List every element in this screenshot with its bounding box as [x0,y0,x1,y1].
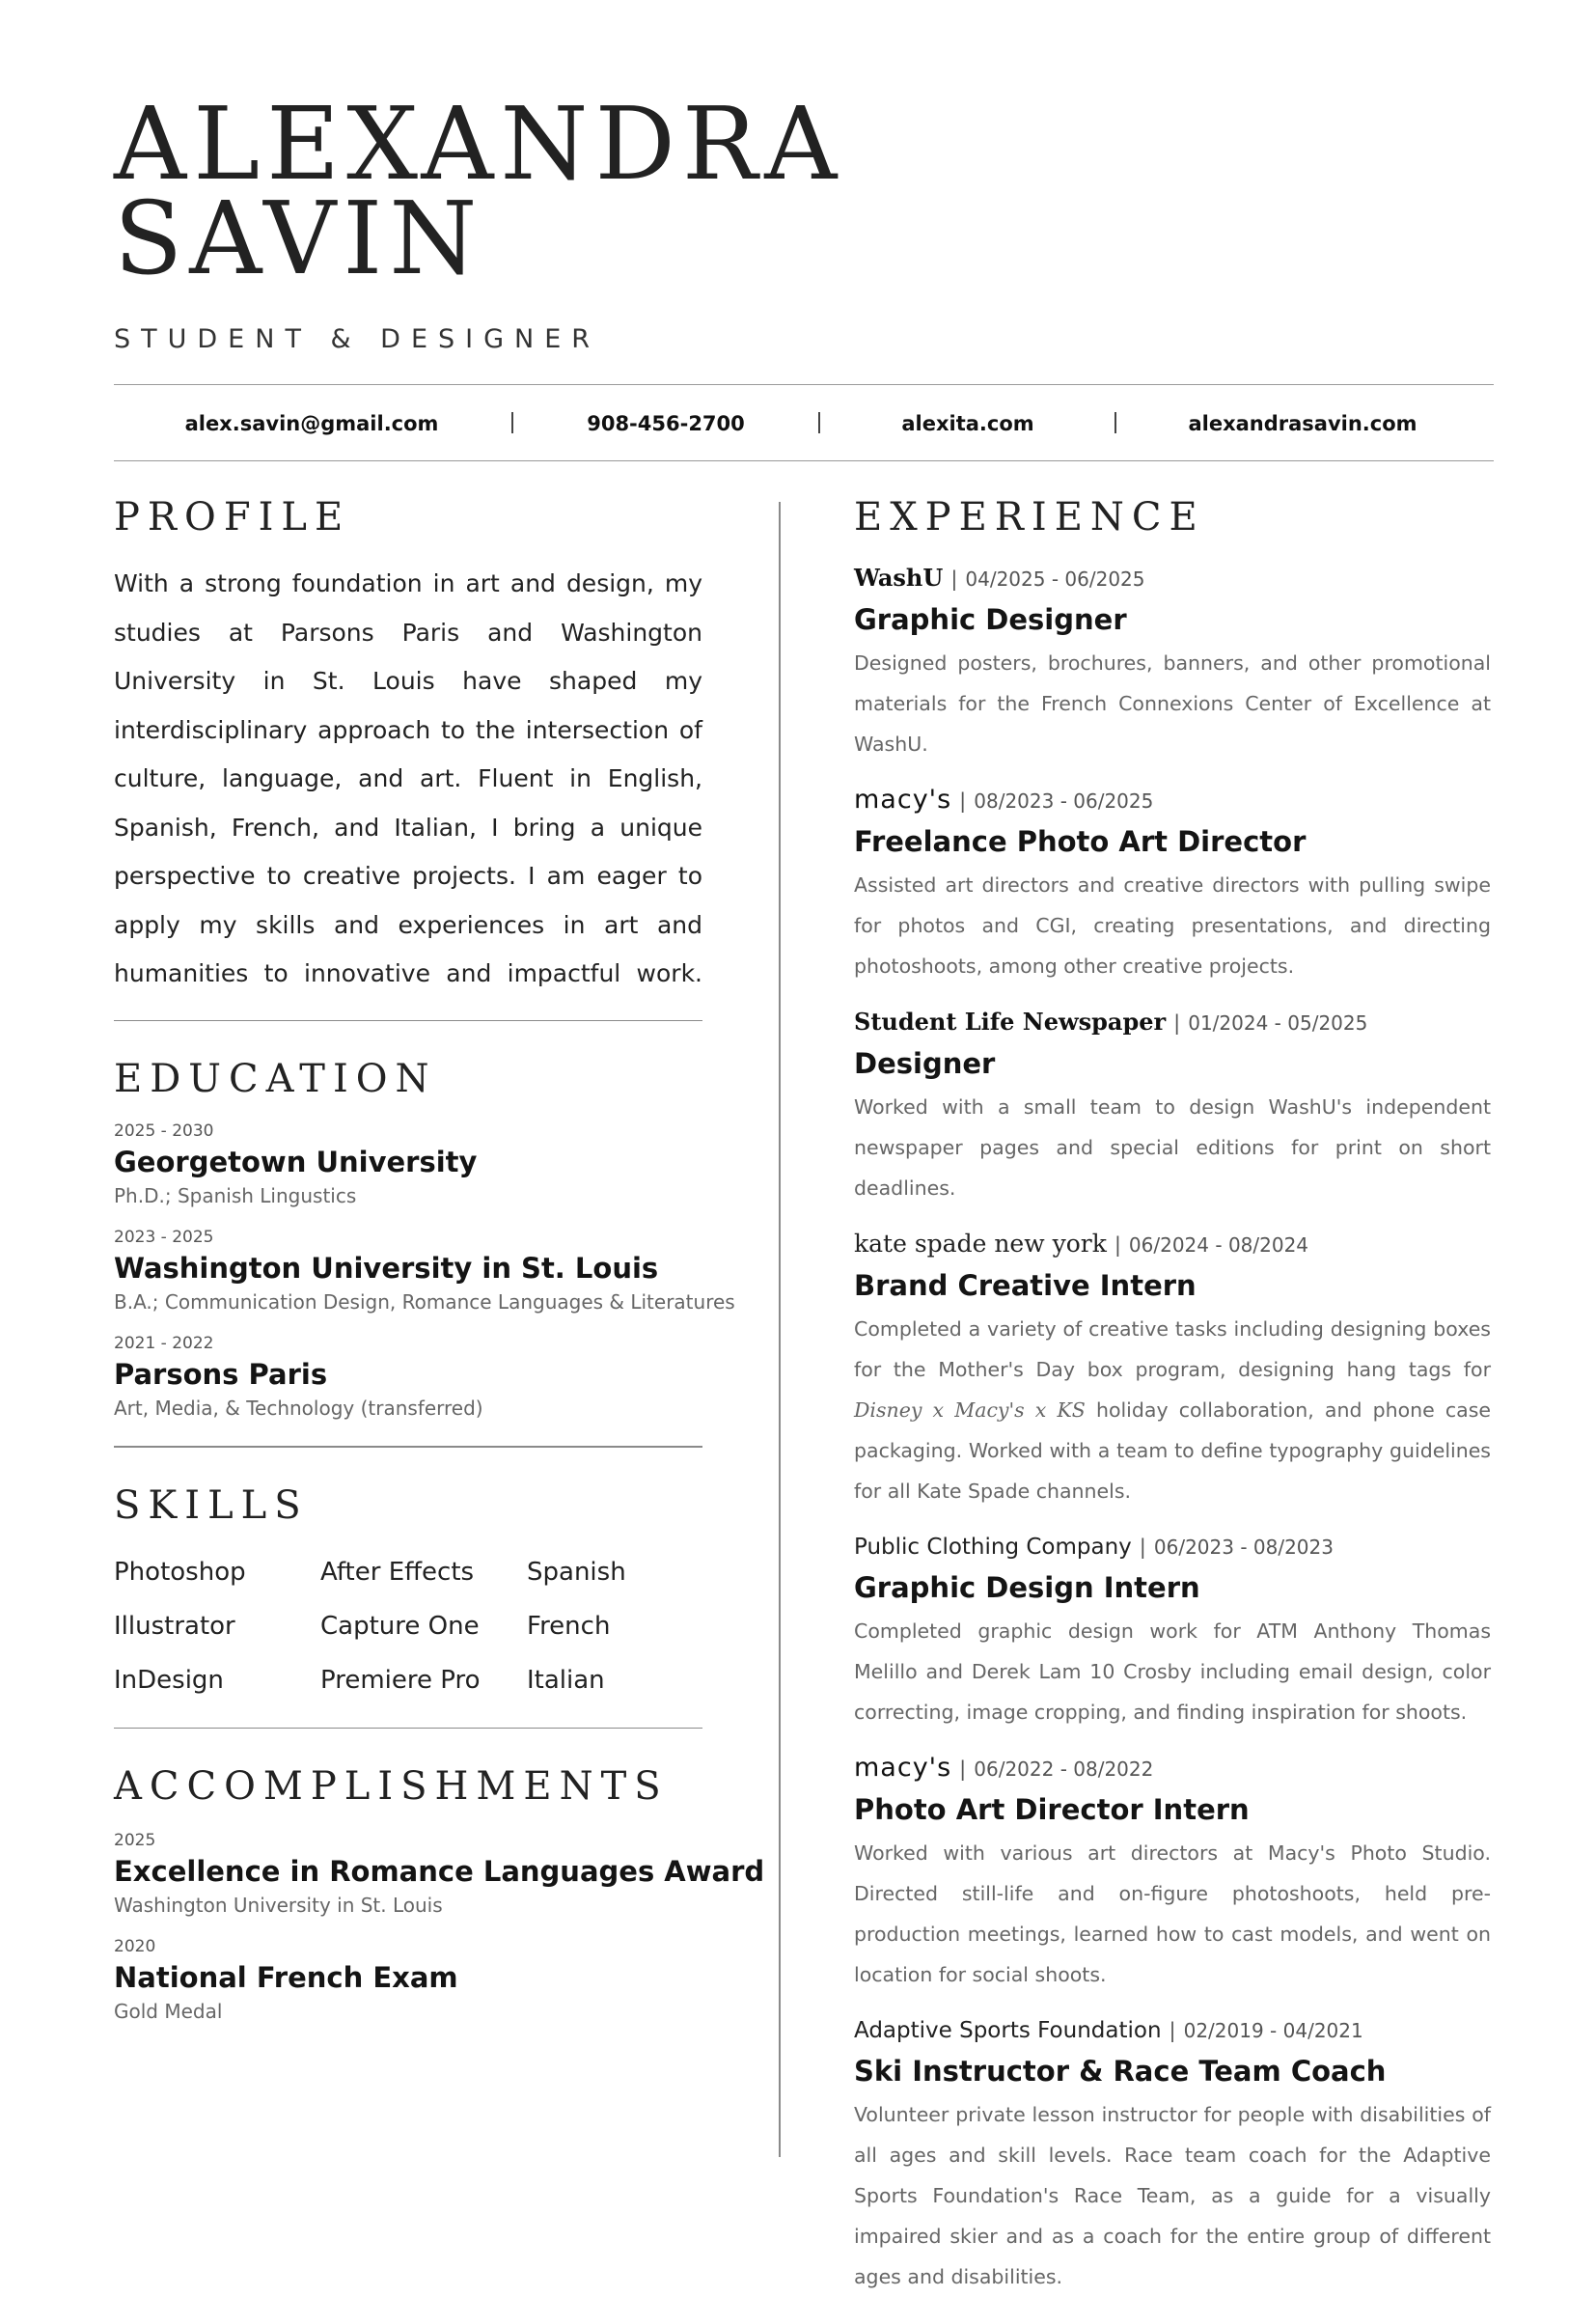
education-detail: Ph.D.; Spanish Lingustics [114,1184,357,1207]
experience-description: Designed posters, brochures, banners, and other promotional materials for the French Connexions Center of Excellence at WashU. [854,651,1491,756]
experience-heading: EXPERIENCE [854,495,1205,540]
experience-description: Completed graphic design work for ATM Anthony Thomas Melillo and Derek Lam 10 Crosby including email design, color correcting, image cropping, and finding inspiration for shoots. [854,1619,1491,1724]
separator: | [1169,2019,1176,2042]
experience-dates: 06/2023 - 08/2023 [1153,1536,1334,1559]
company-name: Public Clothing Company [854,1535,1132,1560]
company-name: macy's [854,785,952,815]
experience-header [854,1008,1491,1038]
experience-item [854,1533,1491,1732]
skills-heading: SKILLS [114,1482,309,1528]
separator: | [959,1757,967,1781]
education-section [114,1054,735,1423]
education-school: Washington University in St. Louis [114,1252,659,1285]
experience-role: Ski Instructor & Race Team Coach [854,2055,1387,2088]
experience-header [854,1754,1491,1785]
experience-item [854,1008,1491,1208]
experience-description: Worked with various art directors at Macy's Photo Studio. Directed still-life and on-figure photoshoots, held pre-production meetings, learned how to cast models, and went on location for social shoots. [854,1841,1491,1986]
profile-text: With a strong foundation in art and design, my studies at Parsons Paris and Washington University in St. Louis have shaped my interdisciplinary approach to the intersection of culture, language, and art. Fluent in English, Spanish, French, and Italian, I bring a unique perspective to creative projects. I am eager to apply my skills and experiences in art and humanities to innovative and impactful work. [114,569,702,987]
left-column [114,492,765,2026]
contact-separator [818,412,820,433]
section-divider [114,1020,702,1022]
education-detail: B.A.; Communication Design, Romance Languages & Literatures [114,1290,735,1314]
contact-email[interactable]: alex.savin@gmail.com [184,412,439,435]
accomplishment-item [114,1829,765,1920]
education-detail: Art, Media, & Technology (transferred) [114,1397,483,1420]
experience-role: Designer [854,1047,996,1080]
accomplishments-section [114,1761,765,2026]
education-dates: 2025 - 2030 [114,1121,214,1141]
accomplishment-detail: Gold Medal [114,2000,223,2023]
experience-header [854,564,1491,595]
right-column [854,492,1491,2297]
experience-dates: 06/2022 - 08/2022 [974,1757,1154,1781]
section-divider [114,1446,702,1448]
separator: | [950,567,958,591]
job-title: STUDENT & DESIGNER [114,324,601,354]
skill-item: Illustrator [114,1611,235,1641]
skill-item: Premiere Pro [320,1665,481,1695]
resume-header [114,85,1494,354]
separator: | [1173,1011,1181,1035]
contact-website-1[interactable]: alexita.com [901,412,1034,435]
experience-role: Brand Creative Intern [854,1269,1197,1302]
experience-role: Graphic Design Intern [854,1571,1200,1604]
experience-item [854,786,1491,986]
accomplishment-item [114,1935,702,2026]
company-name: macy's [854,1753,952,1783]
experience-dates: 08/2023 - 06/2025 [974,789,1154,813]
skill-item: Italian [527,1665,605,1695]
accomplishment-title: National French Exam [114,1961,458,1994]
profile-heading: PROFILE [114,495,351,540]
experience-dates: 06/2024 - 08/2024 [1128,1233,1309,1257]
skill-item: Spanish [527,1557,626,1587]
experience-header [854,786,1491,816]
experience-description [854,1309,1491,1511]
separator: | [959,789,967,813]
company-name: kate spade new york [854,1230,1107,1258]
experience-item [854,1230,1491,1511]
education-school: Georgetown University [114,1146,478,1178]
description-part: Completed a variety of creative tasks including designing boxes for the Mother's Day box program, designing hang tags for [854,1317,1491,1381]
experience-description: Volunteer private lesson instructor for people with disabilities of all ages and skill levels. Race team coach for the Adaptive Sports Foundation's Race Team, as a guide for a visually impaired skier and as a coach for the entire group of different ages and disabilities. [854,2103,1491,2288]
experience-header [854,1533,1491,1563]
skill-item: InDesign [114,1665,224,1695]
experience-description: Worked with a small team to design WashU's independent newspaper pages and special editions for print on short deadlines. [854,1095,1491,1200]
experience-header [854,1230,1491,1260]
section-divider [114,1728,702,1730]
description-emphasis: Disney x Macy's x KS [854,1398,1086,1422]
education-item [114,1226,735,1316]
education-heading: EDUCATION [114,1057,437,1101]
experience-dates: 04/2025 - 06/2025 [965,567,1145,591]
skills-grid [114,1552,702,1701]
contact-separator [1114,412,1116,433]
skill-item: Photoshop [114,1557,246,1587]
company-name: Student Life Newspaper [854,1008,1167,1036]
accomplishment-title: Excellence in Romance Languages Award [114,1855,765,1888]
accomplishments-heading: ACCOMPLISHMENTS [114,1764,669,1809]
education-dates: 2021 - 2022 [114,1334,214,1353]
experience-item [854,564,1491,764]
experience-description: Assisted art directors and creative directors with pulling swipe for photos and CGI, creating presentations, and directing photoshoots, among other creative projects. [854,873,1491,978]
skill-item: Capture One [320,1611,480,1641]
experience-role: Photo Art Director Intern [854,1793,1250,1826]
skill-item: After Effects [320,1557,475,1587]
first-name: ALEXANDRA [114,85,844,203]
experience-dates: 02/2019 - 04/2021 [1183,2019,1363,2042]
description-part: holiday collaboration, and phone case packaging. Worked with a team to define typography guidelines for all Kate Spade channels. [854,1398,1491,1503]
experience-item [854,1754,1491,1995]
experience-role: Freelance Photo Art Director [854,825,1307,858]
contact-separator [511,412,513,433]
company-name: Adaptive Sports Foundation [854,2018,1162,2043]
experience-role: Graphic Designer [854,603,1127,636]
accomplishment-year: 2020 [114,1937,156,1956]
profile-section [114,492,702,999]
contact-phone[interactable]: 908-456-2700 [587,412,745,435]
education-dates: 2023 - 2025 [114,1228,214,1247]
contact-website-2[interactable]: alexandrasavin.com [1188,412,1417,435]
company-name: WashU [854,564,944,592]
experience-header [854,2016,1491,2046]
education-item [114,1332,702,1423]
accomplishment-detail: Washington University in St. Louis [114,1894,443,1917]
experience-item [854,2016,1491,2297]
skills-section [114,1481,702,1701]
column-divider [779,502,781,2157]
last-name: SAVIN [114,180,484,297]
experience-dates: 01/2024 - 05/2025 [1188,1011,1368,1035]
education-item [114,1120,702,1210]
skill-item: French [527,1611,611,1641]
separator: | [1114,1233,1121,1257]
separator: | [1139,1536,1146,1559]
contact-bar [114,384,1494,461]
accomplishment-year: 2025 [114,1831,156,1850]
education-school: Parsons Paris [114,1358,328,1391]
